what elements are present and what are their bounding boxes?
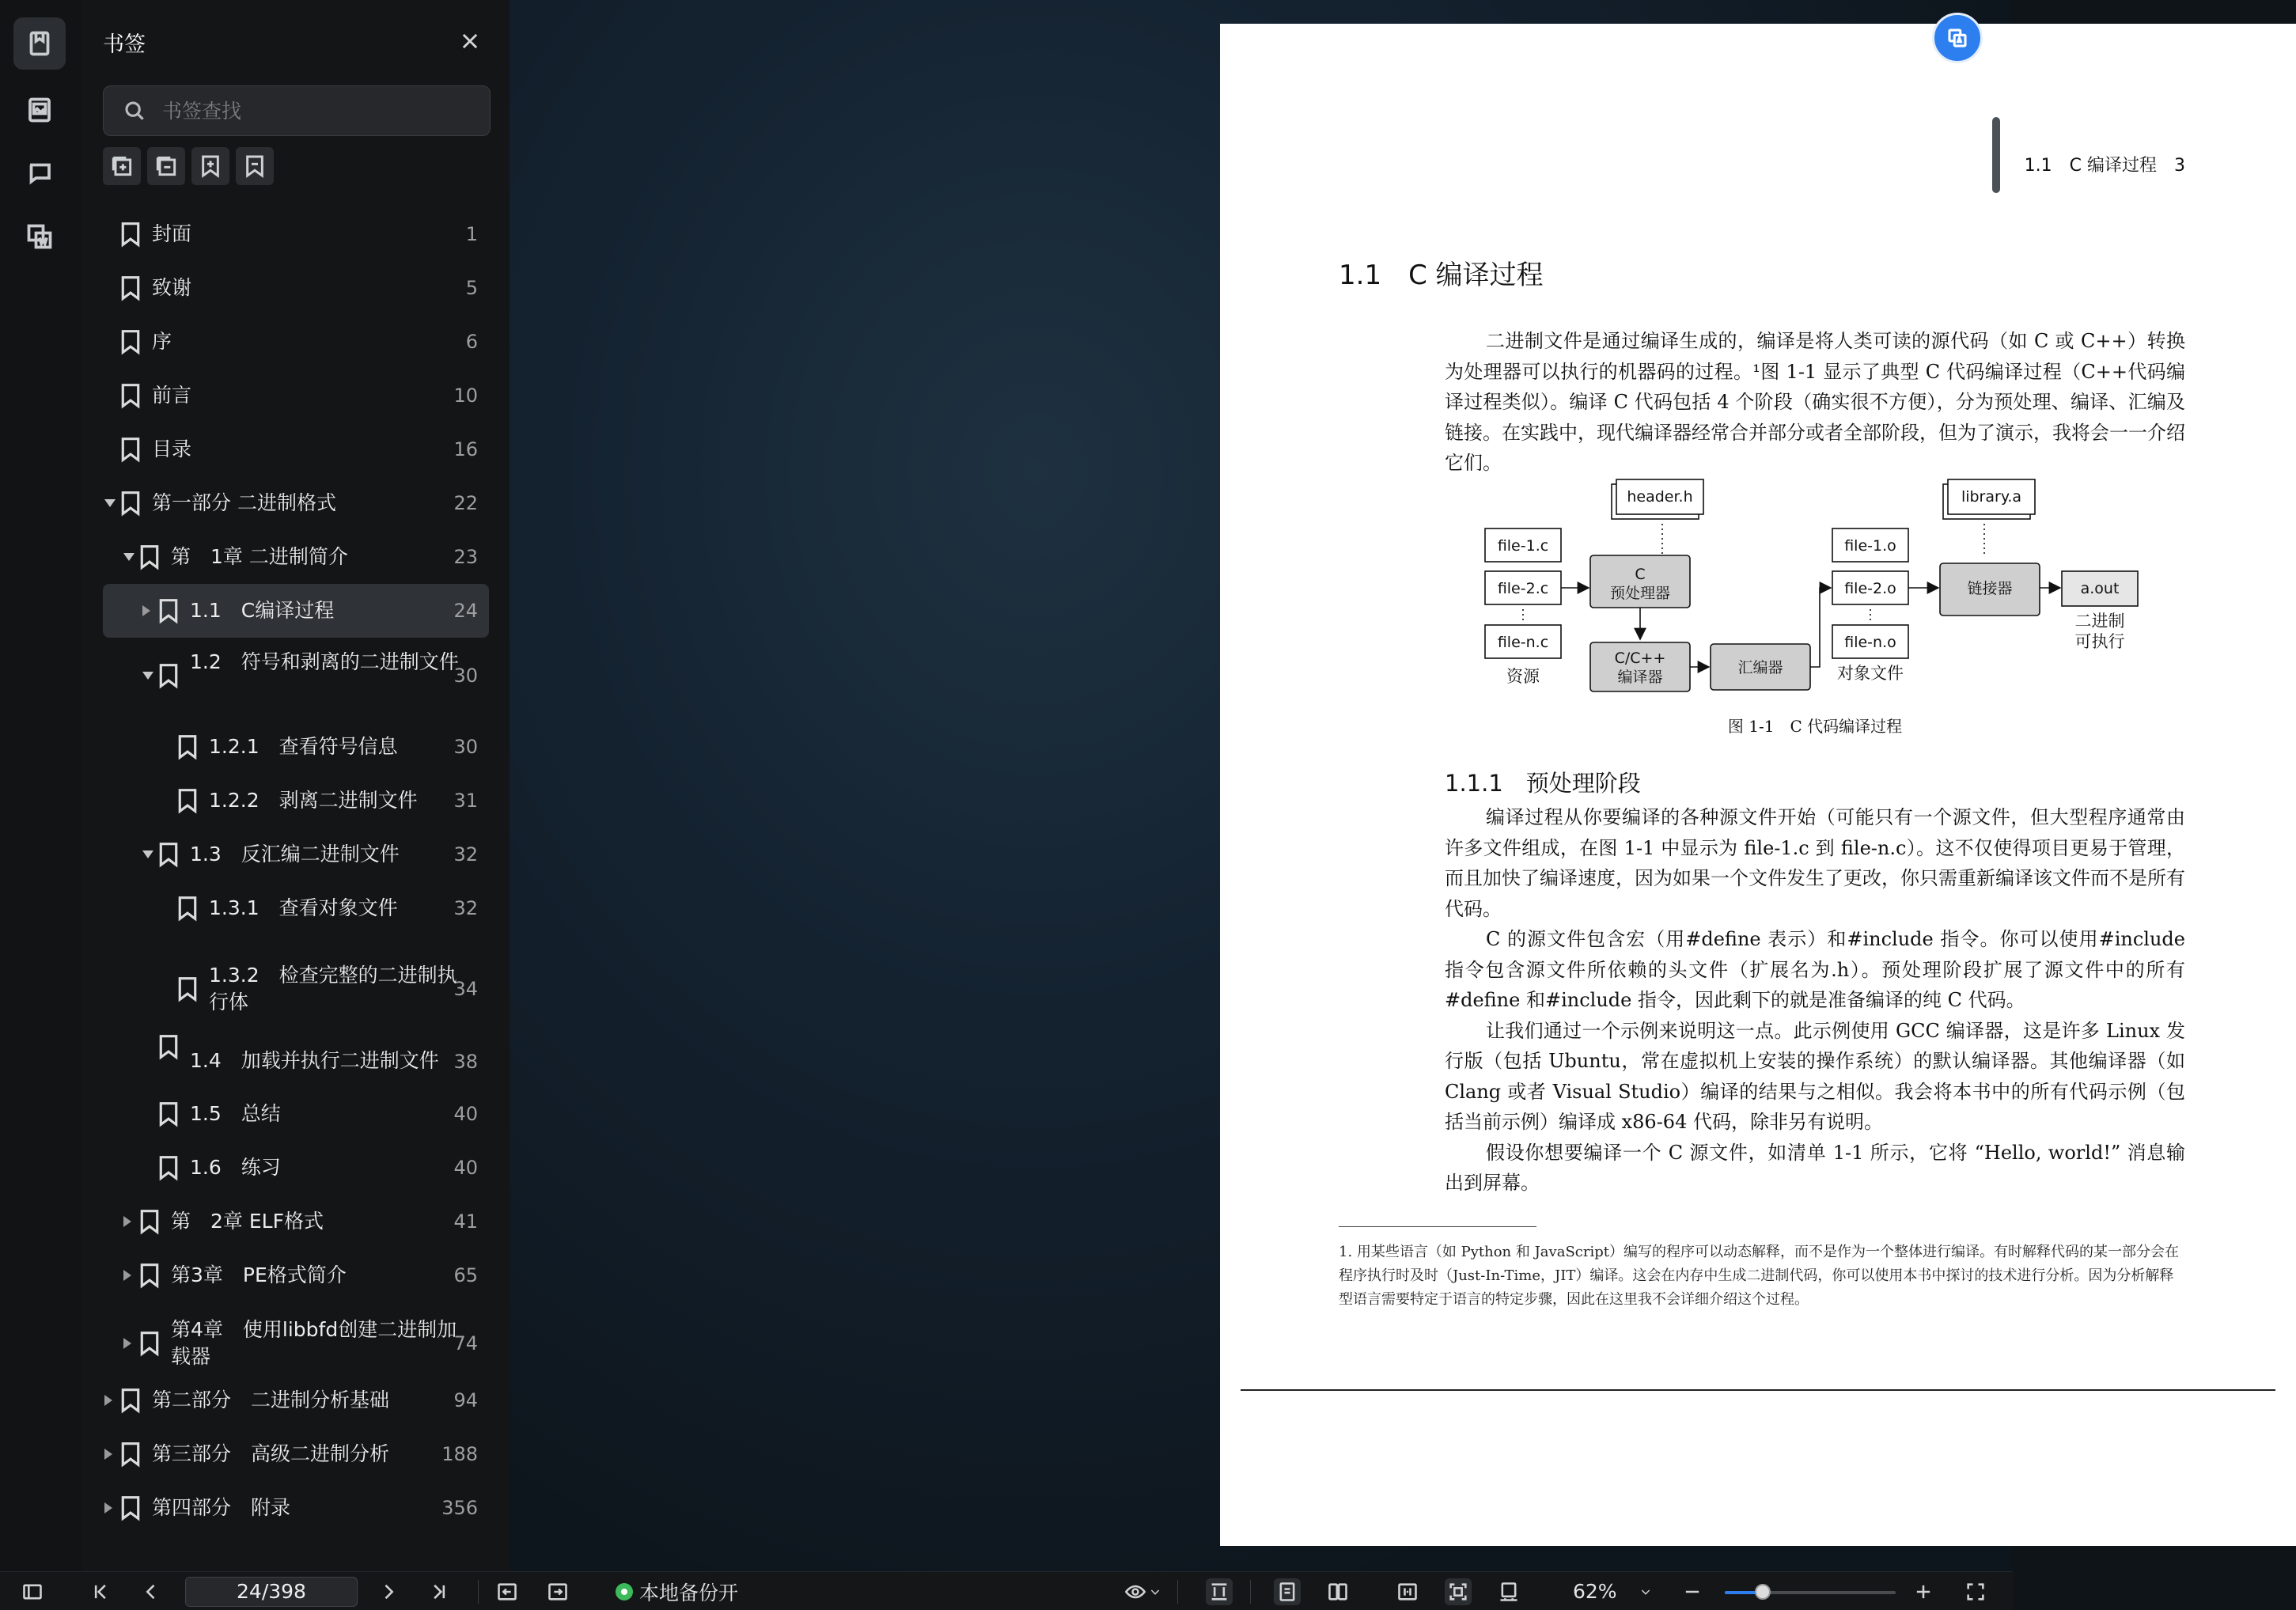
diagram-output: a.out (2080, 580, 2120, 597)
bookmark-label: 1.2 符号和剥离的二进制文件 (190, 650, 459, 673)
bookmark-search-input[interactable] (161, 94, 480, 127)
chevron-right-icon (377, 1581, 400, 1603)
diagram-source-2: file-2.c (1497, 580, 1549, 597)
backup-status-dot (616, 1583, 633, 1601)
last-page-icon (428, 1581, 450, 1603)
bookmark-label: 1.6 练习 (190, 1156, 281, 1179)
bookmark-icon (119, 221, 142, 248)
diagram-preprocessor-c: C (1635, 566, 1646, 583)
thumbnail-panel-button[interactable] (13, 84, 66, 136)
bookmark-page-number: 34 (453, 978, 478, 1000)
bookmark-item[interactable] (103, 261, 489, 315)
remove-bookmark-button[interactable] (236, 147, 274, 185)
fullscreen-button[interactable] (1962, 1578, 1989, 1605)
diagram-library: library.a (1961, 488, 2022, 506)
bookmark-icon (119, 436, 142, 463)
bookmark-label: 1.5 总结 (190, 1102, 281, 1125)
bookmark-page-number: 31 (453, 790, 478, 812)
fit-page-icon (1447, 1581, 1469, 1603)
bookmark-item[interactable] (103, 720, 489, 774)
document-viewport[interactable] (510, 0, 2185, 1571)
icon-rail (0, 0, 83, 1571)
bookmark-icon (157, 1033, 180, 1060)
bookmark-page-number: 74 (453, 1332, 478, 1354)
bookmark-label: 前言 (152, 384, 192, 407)
bookmark-icon (119, 1387, 142, 1414)
bookmark-page-number: 6 (465, 331, 478, 353)
zoom-level[interactable]: 62% (1573, 1580, 1617, 1603)
bookmark-page-number: 40 (453, 1157, 478, 1179)
bookmark-page-number: 38 (453, 1051, 478, 1073)
diagram-object-1: file-1.o (1844, 537, 1896, 555)
first-page-button[interactable] (87, 1578, 114, 1605)
translate-icon (1946, 26, 1969, 50)
bookmark-sidebar (82, 0, 510, 1571)
diagram-object-2: file-2.o (1844, 580, 1896, 597)
close-icon (459, 30, 481, 52)
bookmark-label: 1.3.2 检查完整的二进制执行体 (209, 964, 457, 1013)
close-sidebar-button[interactable] (454, 25, 486, 57)
toolbar-divider (1250, 1580, 1251, 1604)
diagram-header: header.h (1627, 488, 1693, 506)
chevron-down-icon[interactable] (1149, 1578, 1161, 1605)
last-page-button[interactable] (426, 1578, 453, 1605)
bookmark-label: 1.3 反汇编二进制文件 (190, 843, 400, 866)
collapse-all-button[interactable] (147, 147, 185, 185)
next-page-button[interactable] (375, 1578, 402, 1605)
ocr-scan-icon (25, 222, 54, 251)
bookmark-page-number: 94 (453, 1389, 478, 1411)
bookmark-icon (157, 1100, 180, 1127)
section-title: 1.1 C 编译过程 (1339, 259, 1544, 291)
diagram-objects-label: 对象文件 (1837, 664, 1904, 683)
bookmark-label: 1.3.1 查看对象文件 (209, 896, 398, 919)
subsection-title: 1.1.1 预处理阶段 (1445, 770, 1641, 797)
bookmark-icon (138, 1208, 161, 1235)
bookmark-page-number: 356 (441, 1497, 478, 1519)
bookmark-label: 第3章 PE格式简介 (171, 1263, 347, 1286)
diagram-linker: 链接器 (1967, 580, 2013, 597)
sidebar-title: 书签 (103, 32, 146, 57)
bookmark-label: 1.1 C编译过程 (190, 599, 335, 622)
diagram-assembler: 汇编器 (1737, 659, 1783, 676)
bookmark-page-number: 22 (453, 492, 478, 514)
chevron-right-icon[interactable] (104, 1449, 112, 1460)
paragraph-2: C 的源文件包含宏（用#define 表示）和#include 指令。你可以使用#include 指令包含源文件所依赖的头文件（扩展名为.h）。预处理阶段扩展了源文件中的所有#define 和#include 指令，因此剩下的就是准备编译的纯 C 代码。 (1445, 928, 2185, 1011)
bookmark-page-number: 16 (453, 438, 478, 460)
bookmark-page-number: 23 (453, 546, 478, 568)
bookmark-item[interactable] (103, 828, 489, 881)
image-thumbnail-icon (25, 96, 54, 124)
add-bookmark-icon (198, 153, 223, 179)
intro-paragraph: 二进制文件是通过编译生成的，编译是将人类可读的源代码（如 C 或 C++）转换为处理器可以执行的机器码的过程。¹图 1-1 显示了典型 C 代码编译过程（C++代码编译过程类似）。编译 C 代码包括 4 个阶段（确实很不方便），分为预处理、编译、汇编及链接。在实践中，现代编译器经常合并部分或者全部阶段，但为了演示，我将会一一介绍它们。 (1445, 330, 2185, 474)
compilation-diagram (1481, 476, 2161, 706)
chevron-down-icon (1639, 1585, 1652, 1598)
bookmark-icon (119, 275, 142, 301)
bookmark-label: 第 1章 二进制简介 (171, 545, 348, 568)
zoom-out-button[interactable] (1679, 1578, 1706, 1605)
bookmark-label: 1.4 加载并执行二进制文件 (190, 1049, 439, 1072)
expand-all-icon (109, 153, 135, 179)
bookmark-label: 第四部分 附录 (152, 1496, 291, 1519)
bookmark-icon (176, 733, 199, 760)
paragraph-4: 假设你想要编译一个 C 源文件，如清单 1-1 所示，它将 “Hello, world!” 消息输出到屏幕。 (1445, 1141, 2185, 1194)
bookmark-page-number: 30 (453, 736, 478, 758)
bookmark-icon (138, 544, 161, 570)
bookmark-item[interactable] (103, 1373, 489, 1427)
chevron-down-icon[interactable] (142, 850, 153, 858)
chevron-right-icon[interactable] (104, 1395, 112, 1406)
minus-icon (1681, 1581, 1703, 1603)
bookmark-item[interactable] (103, 1427, 489, 1481)
forward-button[interactable] (544, 1578, 571, 1605)
bookmark-icon (157, 1154, 180, 1181)
bottom-toolbar (0, 1571, 2013, 1610)
footnote-rule (1339, 1226, 1536, 1227)
pdf-page (1220, 24, 2296, 1546)
bookmark-icon (25, 29, 54, 58)
bookmark-page-number: 32 (453, 843, 478, 866)
bookmark-label: 1.2.2 剥离二进制文件 (209, 789, 418, 812)
chevron-down-icon[interactable] (104, 499, 116, 507)
bookmark-page-number: 40 (453, 1103, 478, 1125)
add-bookmark-button[interactable] (191, 147, 229, 185)
bookmark-icon (157, 662, 180, 689)
single-page-icon (1276, 1581, 1298, 1603)
toggle-sidebar-button[interactable] (19, 1578, 46, 1605)
bookmark-page-number: 41 (453, 1210, 478, 1233)
bookmark-icon (138, 1330, 161, 1357)
bookmark-minus-icon (242, 153, 267, 179)
bookmark-label: 第 2章 ELF格式 (171, 1210, 324, 1233)
fullscreen-icon (1964, 1581, 1987, 1603)
two-page-icon (1327, 1581, 1349, 1603)
bookmark-page-number: 1 (465, 223, 478, 245)
first-page-icon (89, 1581, 112, 1603)
two-page-button[interactable] (1324, 1578, 1351, 1605)
continuous-scroll-icon (1208, 1581, 1230, 1603)
bookmark-label: 第三部分 高级二进制分析 (152, 1442, 390, 1465)
page-bottom-rule (1241, 1389, 2275, 1391)
bookmark-item[interactable] (103, 207, 489, 261)
bookmark-page-number: 32 (453, 897, 478, 919)
ocr-panel-button[interactable] (13, 210, 66, 263)
back-button[interactable] (494, 1578, 521, 1605)
bookmark-icon (119, 382, 142, 409)
paragraph-1: 编译过程从你要编译的各种源文件开始（可能只有一个源文件，但大型程序通常由许多文件组成，在图 1-1 中显示为 file-1.c 到 file-n.c）。这不仅使得项目更易于管理，而且加快了编译速度，因为如果一个文件发生了更改，你只需重新编译该文件而不是所有代码。 (1445, 806, 2185, 920)
bookmark-label: 封面 (152, 222, 192, 245)
bookmark-label: 第一部分 二进制格式 (152, 491, 336, 514)
zoom-in-button[interactable] (1910, 1578, 1937, 1605)
local-backup-status[interactable] (616, 1578, 738, 1605)
bookmark-item[interactable] (103, 951, 489, 1027)
fit-width-icon (1396, 1581, 1419, 1603)
zoom-dropdown-button[interactable] (1639, 1578, 1652, 1605)
page-number-input[interactable]: 24/398 (185, 1577, 358, 1607)
bookmark-item[interactable] (103, 1195, 489, 1248)
bookmark-page-number: 5 (465, 277, 478, 299)
bookmark-item[interactable] (103, 369, 489, 422)
chevron-left-icon (140, 1581, 162, 1603)
bookmark-item[interactable] (103, 1481, 489, 1535)
bookmark-page-number: 188 (441, 1443, 478, 1465)
bookmark-icon (176, 787, 199, 814)
single-page-button[interactable] (1274, 1578, 1301, 1605)
comment-panel-button[interactable] (13, 147, 66, 199)
diagram-object-n: file-n.o (1844, 634, 1896, 651)
bookmark-label: 1.2.1 查看符号信息 (209, 735, 398, 758)
bookmark-icon (119, 490, 142, 517)
figure-caption: 图 1-1 C 代码编译过程 (1727, 717, 1903, 736)
zoom-slider[interactable] (1725, 1591, 1896, 1594)
vertical-scrollbar[interactable] (1992, 117, 2000, 193)
diagram-sources-label: 资源 (1506, 667, 1540, 686)
diagram-output-label-2: 可执行 (2074, 632, 2125, 651)
chevron-down-icon[interactable] (123, 553, 135, 561)
toolbar-divider (478, 1580, 479, 1604)
bookmark-panel-button[interactable] (13, 17, 66, 70)
bookmark-icon (176, 895, 199, 922)
bookmark-item[interactable] (103, 584, 489, 638)
bookmark-label: 目录 (152, 438, 192, 460)
comment-icon (25, 159, 54, 188)
chevron-right-icon[interactable] (123, 1216, 131, 1227)
bookmark-label: 第二部分 二进制分析基础 (152, 1388, 390, 1411)
toolbar-divider (1177, 1580, 1178, 1604)
plus-icon (1912, 1581, 1934, 1603)
bookmark-search (103, 85, 491, 136)
bookmark-item[interactable] (103, 530, 489, 584)
bookmark-item[interactable] (103, 774, 489, 828)
bookmark-page-number: 65 (453, 1264, 478, 1286)
bookmark-label: 第4章 使用libbfd创建二进制加载器 (171, 1318, 457, 1368)
diagram-compiler: 编译器 (1617, 669, 1663, 686)
diagram-preprocessor: 预处理器 (1609, 585, 1671, 602)
translate-floating-button[interactable] (1932, 13, 1983, 63)
fit-page-button[interactable] (1445, 1578, 1472, 1605)
expand-all-button[interactable] (103, 147, 141, 185)
chevron-right-icon[interactable] (123, 1270, 131, 1281)
diagram-source-n: file-n.c (1497, 634, 1549, 651)
sidebar-toggle-icon (21, 1581, 44, 1603)
bookmark-item[interactable] (103, 476, 489, 530)
continuous-scroll-button[interactable] (1206, 1578, 1233, 1605)
bookmark-item[interactable] (103, 1305, 489, 1381)
bookmark-item[interactable] (103, 638, 489, 714)
fit-width-button[interactable] (1394, 1578, 1421, 1605)
search-icon (123, 99, 146, 123)
actual-size-button[interactable] (1495, 1578, 1522, 1605)
chevron-right-icon[interactable] (104, 1502, 112, 1513)
bookmark-label: 序 (152, 330, 172, 353)
running-head: 1.1 C 编译过程 3 (2024, 156, 2185, 176)
bookmark-page-number: 24 (453, 600, 478, 622)
diagram-source-1: file-1.c (1497, 537, 1549, 555)
bookmark-icon (138, 1262, 161, 1289)
backup-label: 本地备份开 (639, 1582, 739, 1604)
footnote: 1. 用某些语言（如 Python 和 JavaScript）编写的程序可以动态解释，而不是作为一个整体进行编译。有时解释代码的某一部分会在程序执行时及时（Just-In-Time，JIT）编译。这会在内存中生成二进制代码，你可以使用本书中探讨的技术进行分析。因为分析解释型语言需要特定于语言的特定步骤，因此在这里我不会详细介绍这个过程。 (1339, 1244, 2179, 1308)
bookmark-page-number: 10 (453, 385, 478, 407)
bookmark-icon (157, 597, 180, 624)
paragraph-3: 让我们通过一个示例来说明这一点。此示例使用 GCC 编译器，这是许多 Linux 发行版（包括 Ubuntu，常在虚拟机上安装的操作系统）的默认编译器。其他编译器（如 Clang 或者 Visual Studio）编译的结果与之相似。我会将本书中的所有代码示例（包括当前示例）编译成 x86-64 代码，除非另有说明。 (1445, 1019, 2185, 1133)
diagram-output-label-1: 二进制 (2074, 612, 2125, 631)
bookmark-item[interactable] (103, 315, 489, 369)
bookmark-item[interactable] (103, 422, 489, 476)
bookmark-icon (119, 1494, 142, 1521)
forward-arrow-icon (547, 1581, 569, 1603)
bookmark-item[interactable] (103, 881, 489, 935)
body-text (1445, 802, 2185, 1199)
chevron-right-icon[interactable] (123, 1338, 131, 1349)
bookmark-page-number: 30 (453, 665, 478, 687)
bookmark-item[interactable] (103, 1248, 489, 1302)
chevron-down-icon[interactable] (142, 672, 153, 680)
bookmark-item[interactable] (103, 1087, 489, 1141)
back-arrow-icon (496, 1581, 518, 1603)
eye-icon (1124, 1581, 1146, 1603)
collapse-all-icon (153, 153, 179, 179)
bookmark-icon (157, 841, 180, 868)
previous-page-button[interactable] (138, 1578, 165, 1605)
bookmark-item[interactable] (103, 1141, 489, 1195)
actual-size-icon (1498, 1581, 1520, 1603)
bookmark-icon (119, 1441, 142, 1468)
bookmark-icon (176, 975, 199, 1002)
zoom-slider-handle[interactable] (1755, 1584, 1771, 1600)
bookmark-icon (119, 328, 142, 355)
diagram-compiler-lang: C/C++ (1614, 650, 1666, 667)
bookmark-label: 致谢 (152, 276, 192, 299)
chevron-right-icon[interactable] (142, 605, 150, 616)
